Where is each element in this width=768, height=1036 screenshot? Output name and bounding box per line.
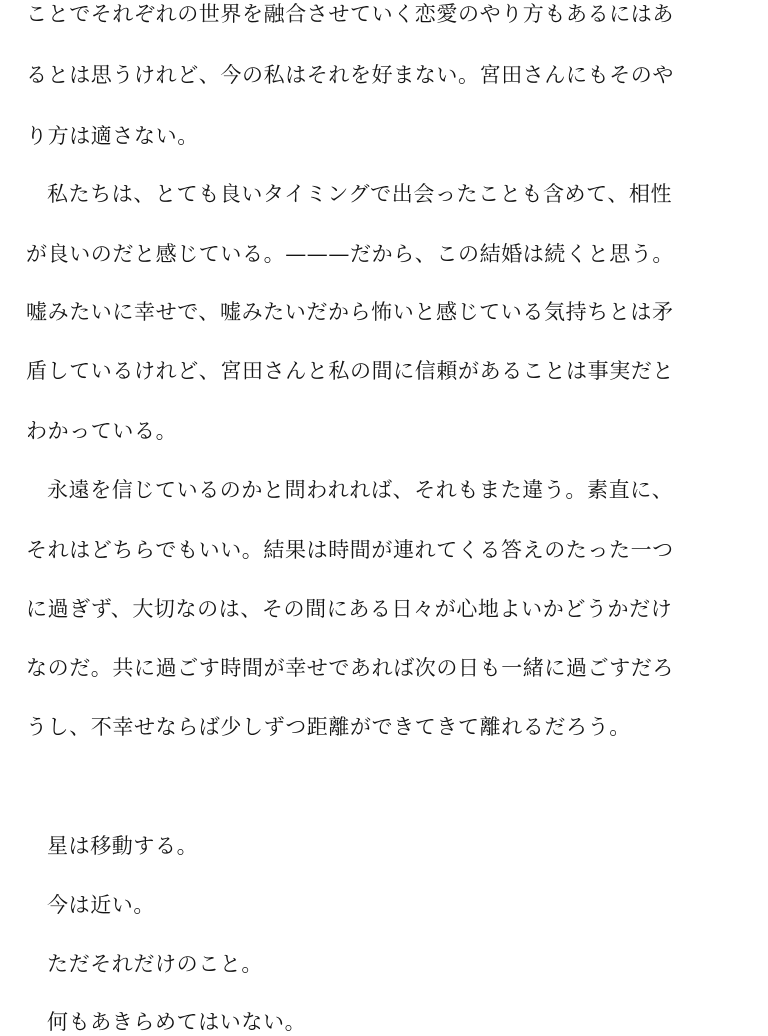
short-line: 何もあきらめてはいない。	[47, 1010, 307, 1034]
text-line: るとは思うけれど、今の私はそれを好まない。宮田さんにもそのや	[26, 63, 674, 87]
text-line: 嘘みたいに幸せで、嘘みたいだから怖いと感じている気持ちとは矛	[26, 300, 674, 324]
text-line: うし、不幸せならば少しずつ距離ができてきて離れるだろう。	[26, 715, 631, 739]
text-line: り方は適さない。	[26, 124, 199, 148]
short-line: 今は近い。	[47, 893, 155, 917]
text-line: ことでそれぞれの世界を融合させていく恋愛のやり方もあるにはあ	[26, 2, 674, 26]
paragraph-start-line: 永遠を信じているのかと問われれば、それもまた違う。素直に、	[47, 478, 674, 502]
paragraph-start-line: 私たちは、とても良いタイミングで出会ったことも含めて、相性	[47, 182, 673, 206]
text-line: が良いのだと感じている。———だから、この結婚は続くと思う。	[26, 242, 674, 266]
short-line: 星は移動する。	[47, 834, 199, 858]
short-line: ただそれだけのこと。	[47, 952, 263, 976]
text-line: わかっている。	[26, 419, 178, 443]
text-line: それはどちらでもいい。結果は時間が連れてくる答えのたった一つ	[26, 538, 674, 562]
text-line: に過ぎず、大切なのは、その間にある日々が心地よいかどうかだけ	[26, 597, 673, 621]
text-line: なのだ。共に過ごす時間が幸せであれば次の日も一緒に過ごすだろ	[26, 656, 674, 680]
text-line: 盾しているけれど、宮田さんと私の間に信頼があることは事実だと	[26, 359, 674, 383]
